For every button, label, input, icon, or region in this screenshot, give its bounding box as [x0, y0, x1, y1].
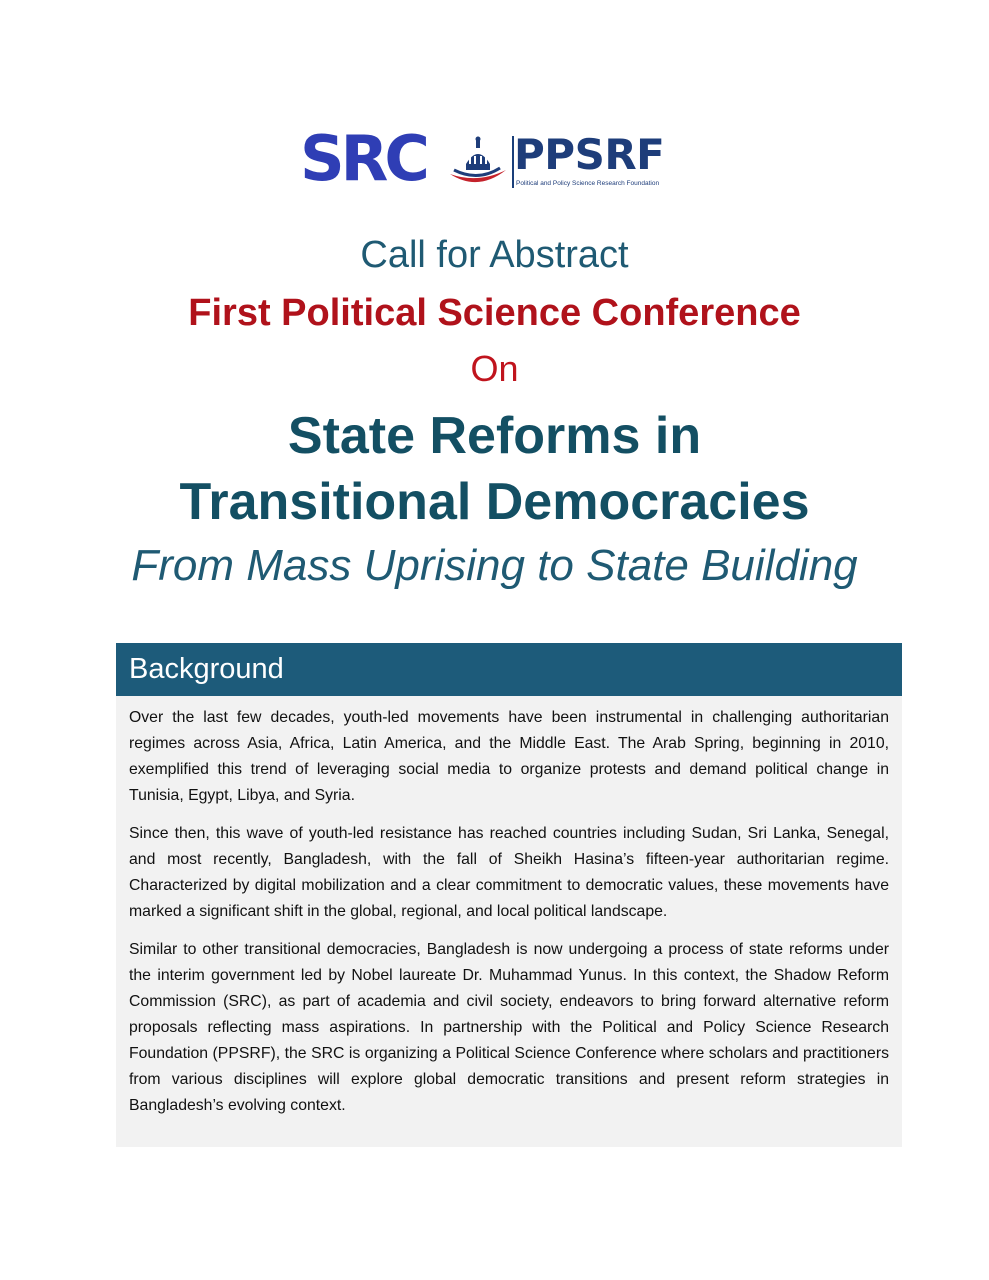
title-line-1: State Reforms in	[287, 407, 702, 465]
capitol-dome-icon	[446, 134, 510, 190]
subtitle: From Mass Uprising to State Building	[131, 541, 858, 590]
background-section	[116, 643, 902, 1147]
background-body	[129, 705, 889, 1131]
src-logo: SRC	[300, 122, 426, 195]
background-paragraph-3: Similar to other transitional democracies, Bangladesh is now undergoing a process of state reforms under the interim government led by Nobel laureate Dr. Muhammad Yunus. In this context, the Shadow Reform Commission (SRC), as part of academia and civil society, endeavors to bring forward alternative reform proposals reflecting mass aspirations. In partnership with the Political and Policy Science Research Foundation (PPSRF), the SRC is organizing a Political Science Conference where scholars and practitioners from various disciplines will explore global democratic transitions and present reform strategies in Bangladesh’s evolving context.	[129, 941, 889, 1114]
ppsrf-logo	[446, 130, 696, 194]
call-for-abstract: Call for Abstract	[360, 234, 629, 276]
on-label: On	[470, 348, 519, 389]
background-paragraph-2: Since then, this wave of youth-led resistance has reached countries including Sudan, Sri Lanka, Senegal, and most recently, Bangladesh, with the fall of Sheikh Hasina’s fifteen-year authoritarian regime. Characterized by digital mobilization and a clear commitment to democratic values, these movements have marked a significant shift in the global, regional, and local political landscape.	[129, 825, 889, 920]
logo-bar	[0, 122, 989, 196]
ppsrf-wordmark: PPSRF	[514, 130, 665, 179]
background-heading: Background	[129, 653, 284, 685]
title-line-2: Transitional Democracies	[179, 473, 810, 531]
background-paragraph-1: Over the last few decades, youth-led movements have been instrumental in challenging authoritarian regimes across Asia, Africa, Latin America, and the Middle East. The Arab Spring, beginning in 2010, exemplified this trend of leveraging social media to organize protests and demand political change in Tunisia, Egypt, Libya, and Syria.	[129, 709, 889, 804]
ppsrf-tagline: Political and Policy Science Research Foundation	[516, 180, 660, 187]
background-header	[116, 643, 902, 696]
conference-name: First Political Science Conference	[188, 292, 801, 334]
